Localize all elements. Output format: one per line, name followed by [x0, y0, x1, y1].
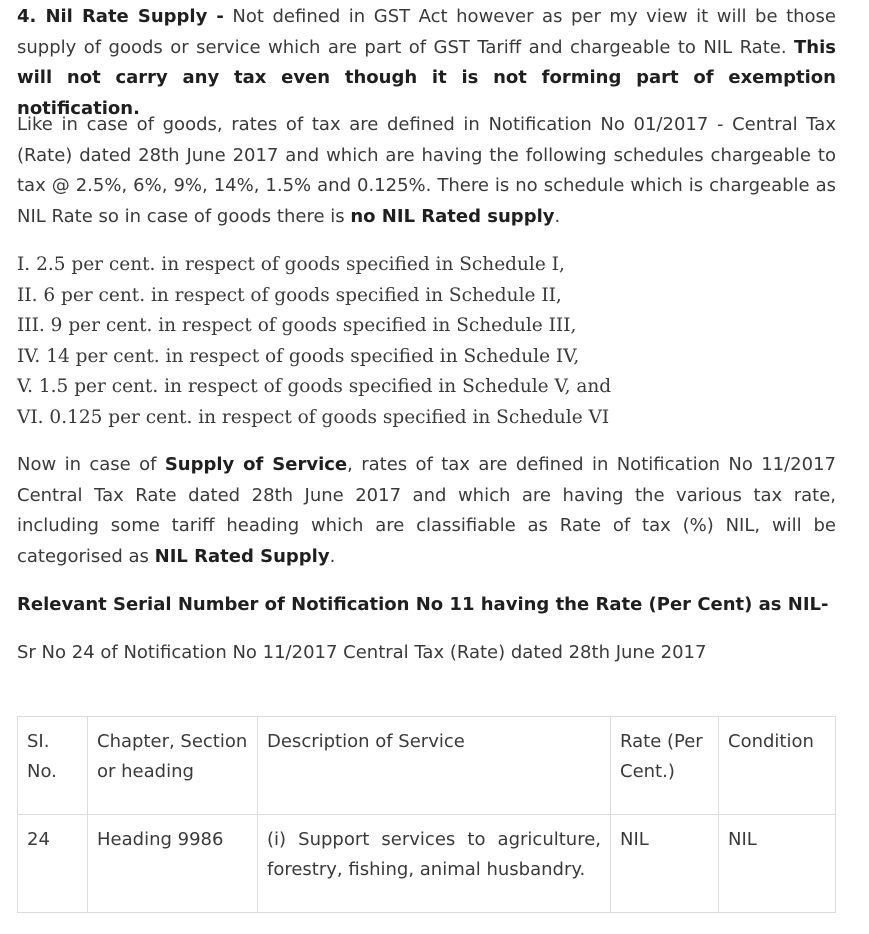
- no-nil-rated-supply-bold: no NIL Rated supply: [350, 205, 555, 227]
- supply-of-service-bold: Supply of Service: [164, 454, 348, 475]
- schedule-item: IV. 14 per cent. in respect of goods specified in Schedule IV,: [17, 345, 580, 367]
- nil-rated-supply-bold: NIL Rated Supply: [154, 545, 330, 567]
- goods-rates-paragraph: [17, 110, 836, 232]
- schedule-item: I. 2.5 per cent. in respect of goods specified in Schedule I,: [17, 254, 565, 275]
- header-cell-description: Description of Service: [258, 717, 611, 815]
- service-rates-paragraph: [17, 450, 836, 572]
- header-cell-condition: Condition: [719, 717, 836, 815]
- service-rates-end: .: [329, 545, 336, 567]
- header-cell-rate: Rate (Per Cent.): [611, 717, 719, 815]
- header-cell-sl-no: SI. No.: [18, 717, 88, 815]
- schedule-item: V. 1.5 per cent. in respect of goods specified in Schedule V, and: [17, 376, 612, 397]
- service-rates-pre: Now in case of: [17, 454, 165, 475]
- service-rates-text: , rates of tax are defined in Notification No 11/2017 Central Tax Rate dated 28th June 2017 and which are having the various tax rate, including some tariff heading which are classifiable as Rate of tax (%) NIL, will be categorised as: [17, 454, 836, 567]
- nil-rate-heading: 4. Nil Rate Supply -: [17, 6, 224, 27]
- cell-description: (i) Support services to agriculture, forestry, fishing, animal husbandry.: [258, 815, 611, 913]
- goods-rates-end: .: [554, 205, 561, 227]
- schedule-list: [17, 250, 836, 433]
- cell-sl-no: 24: [18, 815, 88, 913]
- schedule-item: II. 6 per cent. in respect of goods specified in Schedule II,: [17, 284, 562, 306]
- relevant-serial-heading-text: Relevant Serial Number of Notification No 11 having the Rate (Per Cent) as NIL-: [17, 594, 829, 615]
- header-cell-chapter: Chapter, Section or heading: [88, 717, 258, 815]
- serial-reference: Sr No 24 of Notification No 11/2017 Central Tax (Rate) dated 28th June 2017: [17, 642, 707, 663]
- table-row: [18, 815, 836, 913]
- table-header-row: [18, 717, 836, 815]
- relevant-serial-heading: [17, 590, 836, 621]
- nil-rate-supply-paragraph: [17, 2, 836, 124]
- nil-rate-bold-note: This will not carry any tax even though it is not forming part of exemption notification.: [17, 36, 836, 119]
- cell-chapter: Heading 9986: [88, 815, 258, 913]
- notification-table: [17, 716, 836, 913]
- goods-rates-text: Like in case of goods, rates of tax are defined in Notification No 01/2017 - Central Tax (Rate) dated 28th June 2017 and which are having the following schedules chargeable to tax @ 2.5%, 6%, 9%, 14%, 1.5% and 0.125%. There is no schedule which is chargeable as NIL Rate so in case of goods there is: [17, 114, 836, 227]
- cell-condition: NIL: [719, 815, 836, 913]
- nil-rate-text: Not defined in GST Act however as per my view it will be those supply of goods or service which are part of GST Tariff and chargeable to NIL Rate.: [17, 6, 836, 58]
- cell-rate: NIL: [611, 815, 719, 913]
- schedule-item: VI. 0.125 per cent. in respect of goods specified in Schedule VI: [17, 406, 610, 428]
- schedule-item: III. 9 per cent. in respect of goods specified in Schedule III,: [17, 315, 577, 336]
